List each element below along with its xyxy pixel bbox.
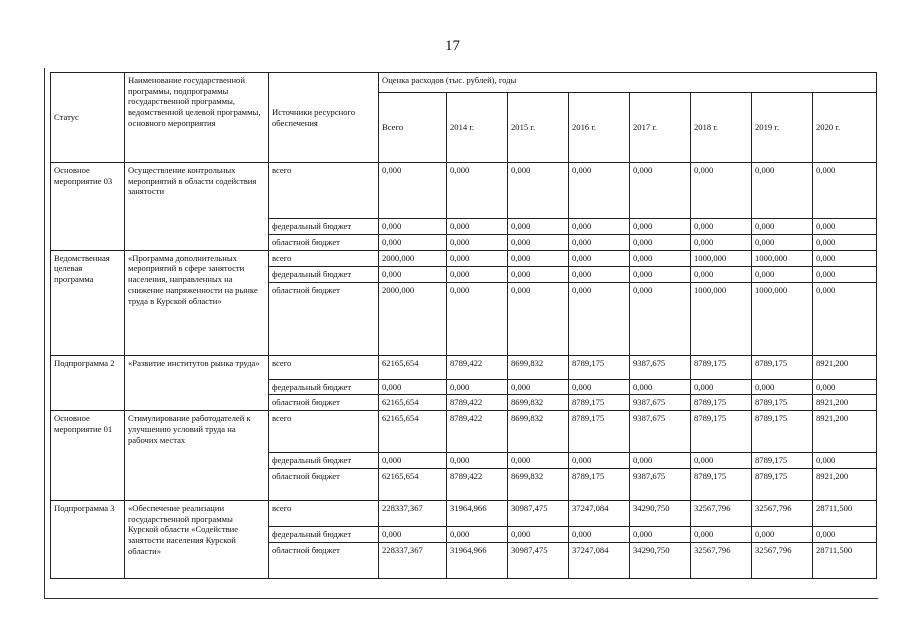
amount-cell: 0,000: [569, 235, 630, 251]
amount-cell: 0,000: [447, 235, 508, 251]
amount-cell: 0,000: [813, 282, 877, 355]
table-row: [51, 355, 877, 379]
amount-cell: 0,000: [691, 453, 752, 469]
amount-cell: 0,000: [813, 266, 877, 282]
amount-cell: 9387,675: [630, 355, 691, 379]
amount-cell: 32567,796: [752, 542, 813, 578]
amount-cell: 0,000: [569, 526, 630, 542]
amount-cell: 0,000: [630, 379, 691, 395]
amount-cell: 0,000: [379, 163, 447, 219]
header-year: 2019 г.: [752, 93, 813, 163]
amount-cell: 31964,966: [447, 500, 508, 526]
amount-cell: 0,000: [508, 250, 569, 266]
amount-cell: 8789,422: [447, 395, 508, 411]
amount-cell: 34290,750: [630, 542, 691, 578]
amount-cell: 0,000: [630, 453, 691, 469]
amount-cell: 0,000: [691, 266, 752, 282]
amount-cell: 0,000: [447, 526, 508, 542]
amount-cell: 32567,796: [691, 542, 752, 578]
funding-source-cell: областной бюджет: [269, 282, 379, 355]
header-name: Наименование государственной программы, подпрограммы государственной программы, ведомственной целевой программы, основного мероприятия: [125, 73, 269, 163]
funding-source-cell: федеральный бюджет: [269, 219, 379, 235]
amount-cell: 8789,422: [447, 411, 508, 453]
amount-cell: 8789,175: [569, 411, 630, 453]
funding-source-cell: всего: [269, 500, 379, 526]
amount-cell: 2000,000: [379, 282, 447, 355]
amount-cell: 30987,475: [508, 500, 569, 526]
funding-source-cell: областной бюджет: [269, 468, 379, 500]
funding-source-cell: всего: [269, 355, 379, 379]
amount-cell: 32567,796: [691, 500, 752, 526]
header-year: 2015 г.: [508, 93, 569, 163]
amount-cell: 8699,832: [508, 395, 569, 411]
funding-source-cell: областной бюджет: [269, 235, 379, 251]
amount-cell: 0,000: [813, 379, 877, 395]
amount-cell: 0,000: [752, 266, 813, 282]
header-sources: Источники ресурсного обеспечения: [269, 73, 379, 163]
amount-cell: 0,000: [379, 235, 447, 251]
amount-cell: 0,000: [569, 163, 630, 219]
amount-cell: 8789,175: [691, 355, 752, 379]
amount-cell: 0,000: [569, 266, 630, 282]
amount-cell: 0,000: [630, 282, 691, 355]
amount-cell: 0,000: [569, 250, 630, 266]
header-year: Всего: [379, 93, 447, 163]
amount-cell: 0,000: [813, 250, 877, 266]
amount-cell: 1000,000: [752, 282, 813, 355]
amount-cell: 0,000: [630, 526, 691, 542]
amount-cell: 0,000: [691, 163, 752, 219]
amount-cell: 0,000: [508, 282, 569, 355]
amount-cell: 62165,654: [379, 395, 447, 411]
funding-source-cell: федеральный бюджет: [269, 526, 379, 542]
amount-cell: 1000,000: [752, 250, 813, 266]
amount-cell: 0,000: [447, 250, 508, 266]
amount-cell: 8789,175: [691, 468, 752, 500]
table-body: [51, 163, 877, 579]
amount-cell: 0,000: [569, 379, 630, 395]
amount-cell: 0,000: [508, 219, 569, 235]
amount-cell: 8921,200: [813, 411, 877, 453]
page-number: 17: [445, 38, 460, 54]
header-year: 2017 г.: [630, 93, 691, 163]
amount-cell: 0,000: [379, 453, 447, 469]
amount-cell: 1000,000: [691, 250, 752, 266]
amount-cell: 228337,367: [379, 500, 447, 526]
amount-cell: 0,000: [379, 379, 447, 395]
amount-cell: 0,000: [379, 219, 447, 235]
amount-cell: 8699,832: [508, 468, 569, 500]
amount-cell: 9387,675: [630, 395, 691, 411]
amount-cell: 8699,832: [508, 355, 569, 379]
row-status-cell: Подпрограмма 2: [51, 355, 125, 410]
amount-cell: 0,000: [447, 379, 508, 395]
amount-cell: 34290,750: [630, 500, 691, 526]
row-status-cell: Основное мероприятие 03: [51, 163, 125, 251]
amount-cell: 0,000: [813, 235, 877, 251]
amount-cell: 8789,175: [569, 355, 630, 379]
amount-cell: 0,000: [752, 219, 813, 235]
bottom-border-line: [44, 598, 878, 599]
row-name-cell: «Обеспечение реализации государственной программы Курской области «Содействие занятости населения Курской области»: [125, 500, 269, 578]
amount-cell: 0,000: [813, 526, 877, 542]
amount-cell: 0,000: [630, 235, 691, 251]
amount-cell: 0,000: [691, 219, 752, 235]
amount-cell: 0,000: [691, 379, 752, 395]
amount-cell: 228337,367: [379, 542, 447, 578]
funding-source-cell: областной бюджет: [269, 395, 379, 411]
amount-cell: 0,000: [691, 235, 752, 251]
header-year: 2016 г.: [569, 93, 630, 163]
table-row: [51, 250, 877, 266]
row-status-cell: Ведомственная целевая программа: [51, 250, 125, 355]
amount-cell: 8921,200: [813, 355, 877, 379]
row-status-cell: Основное мероприятие 01: [51, 411, 125, 501]
amount-cell: 0,000: [447, 453, 508, 469]
left-border-line: [44, 68, 45, 598]
funding-source-cell: всего: [269, 163, 379, 219]
funding-source-cell: областной бюджет: [269, 542, 379, 578]
amount-cell: 8789,175: [569, 395, 630, 411]
amount-cell: 28711,500: [813, 500, 877, 526]
amount-cell: 0,000: [752, 379, 813, 395]
funding-source-cell: федеральный бюджет: [269, 453, 379, 469]
amount-cell: 8921,200: [813, 395, 877, 411]
amount-cell: 28711,500: [813, 542, 877, 578]
amount-cell: 0,000: [508, 163, 569, 219]
amount-cell: 31964,966: [447, 542, 508, 578]
header-row-top: [51, 73, 877, 93]
amount-cell: 0,000: [508, 266, 569, 282]
amount-cell: 30987,475: [508, 542, 569, 578]
amount-cell: 0,000: [630, 250, 691, 266]
amount-cell: 0,000: [508, 453, 569, 469]
amount-cell: 0,000: [447, 163, 508, 219]
amount-cell: 0,000: [752, 526, 813, 542]
amount-cell: 0,000: [508, 526, 569, 542]
header-status: Статус: [51, 73, 125, 163]
amount-cell: 1000,000: [691, 282, 752, 355]
funding-source-cell: всего: [269, 250, 379, 266]
amount-cell: 8789,175: [752, 468, 813, 500]
amount-cell: 37247,084: [569, 500, 630, 526]
amount-cell: 0,000: [813, 453, 877, 469]
amount-cell: 0,000: [813, 163, 877, 219]
amount-cell: 0,000: [447, 282, 508, 355]
amount-cell: 8789,175: [569, 468, 630, 500]
amount-cell: 9387,675: [630, 468, 691, 500]
amount-cell: 0,000: [752, 163, 813, 219]
amount-cell: 0,000: [447, 219, 508, 235]
row-name-cell: Осуществление контрольных мероприятий в области содействия занятости: [125, 163, 269, 251]
amount-cell: 8699,832: [508, 411, 569, 453]
amount-cell: 0,000: [691, 526, 752, 542]
amount-cell: 9387,675: [630, 411, 691, 453]
amount-cell: 0,000: [630, 163, 691, 219]
header-year: 2018 г.: [691, 93, 752, 163]
amount-cell: 0,000: [508, 379, 569, 395]
row-name-cell: «Программа дополнительных мероприятий в сфере занятости населения, направленных на снижение напряженности на рынке труда в Курской области»: [125, 250, 269, 355]
amount-cell: 0,000: [752, 235, 813, 251]
amount-cell: 0,000: [630, 266, 691, 282]
funding-source-cell: федеральный бюджет: [269, 266, 379, 282]
amount-cell: 8789,422: [447, 355, 508, 379]
amount-cell: 62165,654: [379, 468, 447, 500]
row-name-cell: «Развитие институтов рынка труда»: [125, 355, 269, 410]
amount-cell: 8789,175: [752, 355, 813, 379]
amount-cell: 0,000: [447, 266, 508, 282]
funding-source-cell: федеральный бюджет: [269, 379, 379, 395]
budget-table: [50, 72, 877, 579]
amount-cell: 8789,175: [752, 395, 813, 411]
amount-cell: 0,000: [813, 219, 877, 235]
amount-cell: 8789,175: [752, 453, 813, 469]
amount-cell: 2000,000: [379, 250, 447, 266]
amount-cell: 8789,175: [752, 411, 813, 453]
table-row: [51, 163, 877, 219]
row-name-cell: Стимулирование работодателей к улучшению условий труда на рабочих местах: [125, 411, 269, 501]
amount-cell: 0,000: [630, 219, 691, 235]
row-status-cell: Подпрограмма 3: [51, 500, 125, 578]
amount-cell: 8789,175: [691, 411, 752, 453]
amount-cell: 0,000: [508, 235, 569, 251]
amount-cell: 8921,200: [813, 468, 877, 500]
amount-cell: 0,000: [569, 219, 630, 235]
funding-source-cell: всего: [269, 411, 379, 453]
amount-cell: 8789,422: [447, 468, 508, 500]
amount-cell: 8789,175: [691, 395, 752, 411]
amount-cell: 37247,084: [569, 542, 630, 578]
amount-cell: 0,000: [569, 282, 630, 355]
amount-cell: 62165,654: [379, 411, 447, 453]
amount-cell: 0,000: [379, 266, 447, 282]
amount-cell: 0,000: [379, 526, 447, 542]
amount-cell: 32567,796: [752, 500, 813, 526]
amount-cell: 62165,654: [379, 355, 447, 379]
table-row: [51, 500, 877, 526]
header-year: 2020 г.: [813, 93, 877, 163]
table-row: [51, 411, 877, 453]
header-year: 2014 г.: [447, 93, 508, 163]
amount-cell: 0,000: [569, 453, 630, 469]
header-estimate: Оценка расходов (тыс. рублей), годы: [379, 73, 877, 93]
